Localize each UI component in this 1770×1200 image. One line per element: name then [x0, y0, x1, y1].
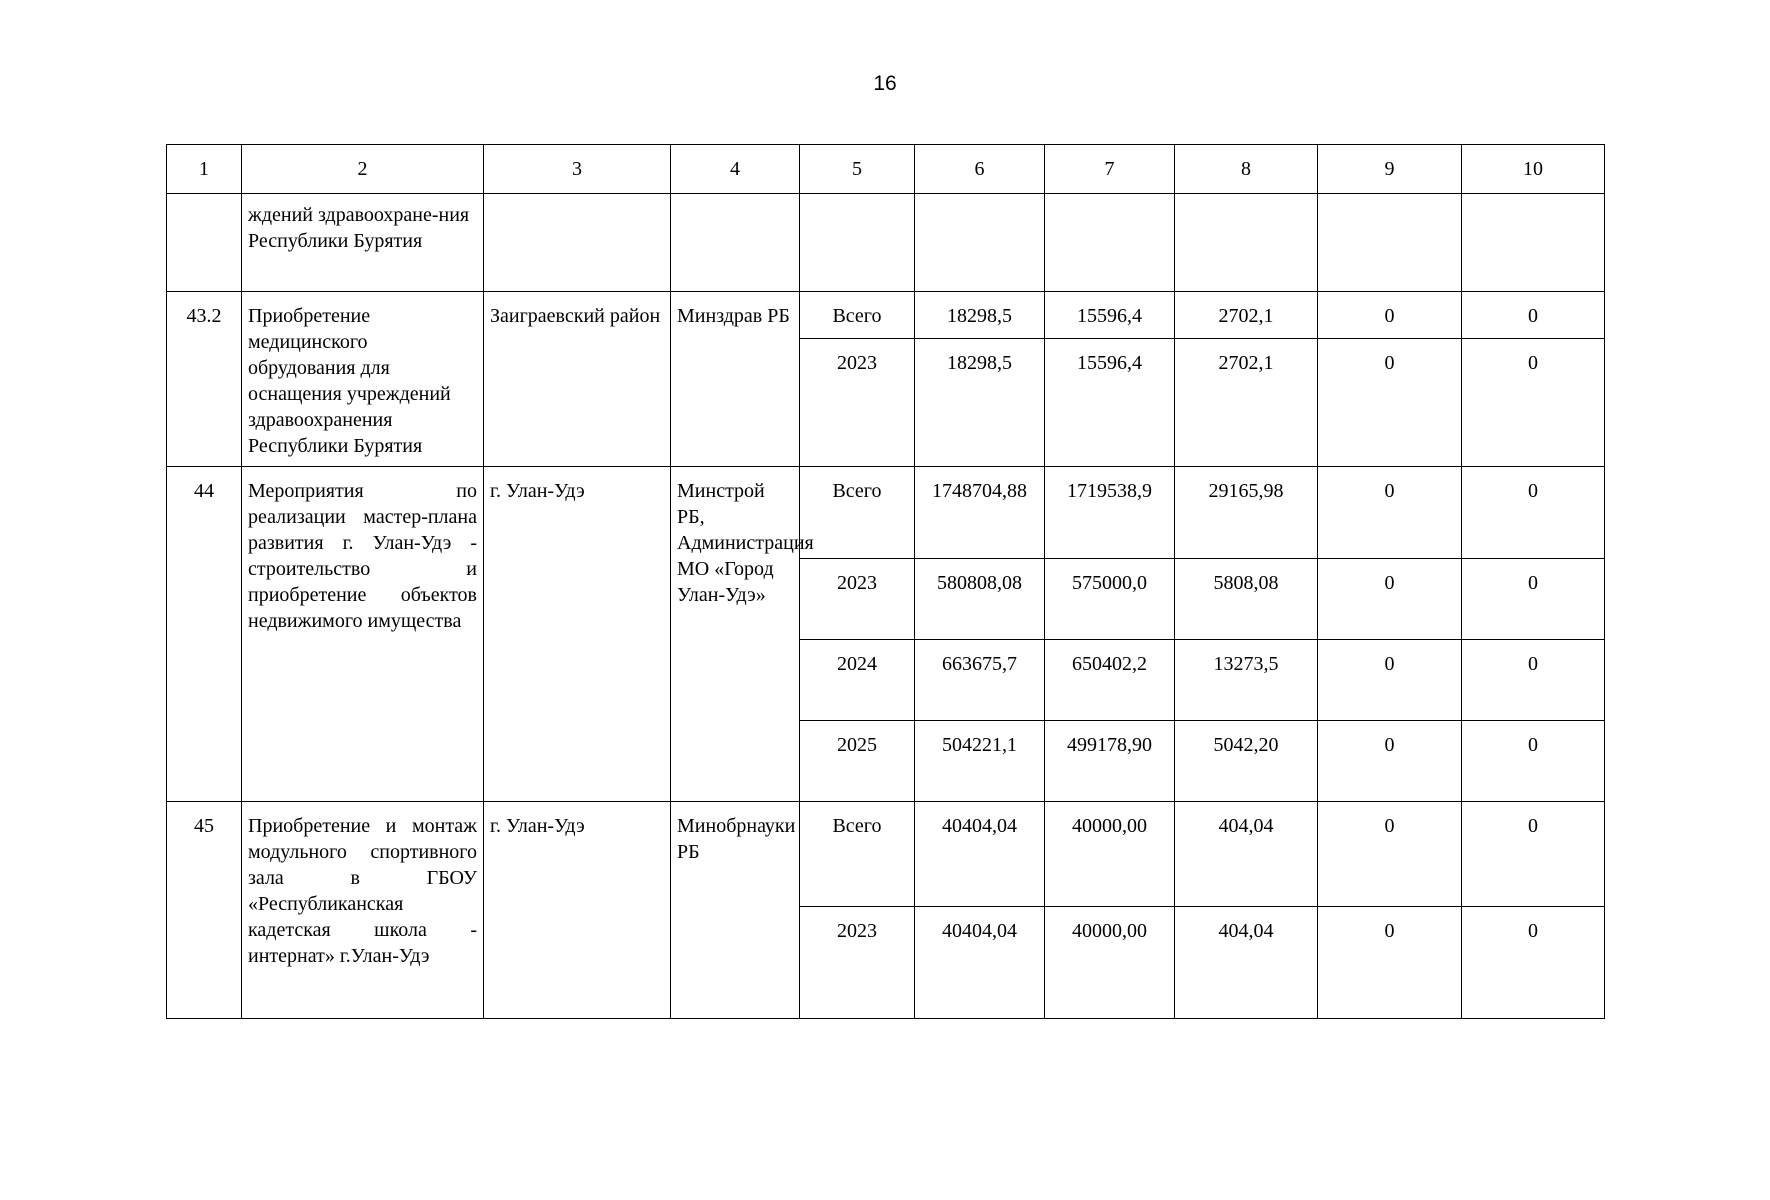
column-header-4: 4 — [671, 145, 800, 194]
col8-cell: 2702,1 — [1175, 339, 1318, 467]
total-cell: 504221,1 — [915, 721, 1045, 802]
table-row — [167, 802, 1605, 907]
col7-cell: 15596,4 — [1045, 339, 1175, 467]
total-cell: 18298,5 — [915, 339, 1045, 467]
table-row — [167, 292, 1605, 339]
period-cell: Всего — [800, 467, 915, 559]
column-header-1: 1 — [167, 145, 242, 194]
item-name: Приобретение медицинского обрудования для оснащения учреждений здравоохранения Республики Бурятия — [242, 292, 484, 467]
col7-cell: 1719538,9 — [1045, 467, 1175, 559]
item-number: 44 — [167, 467, 242, 802]
col10-cell: 0 — [1462, 292, 1605, 339]
col7-cell: 650402,2 — [1045, 640, 1175, 721]
col9-cell: 0 — [1318, 640, 1462, 721]
column-header-5: 5 — [800, 145, 915, 194]
col10-cell: 0 — [1462, 721, 1605, 802]
period-cell: Всего — [800, 292, 915, 339]
column-header-6: 6 — [915, 145, 1045, 194]
period-cell: 2024 — [800, 640, 915, 721]
page-number: 16 — [873, 72, 897, 95]
header-row — [167, 145, 1605, 194]
period-cell: 2025 — [800, 721, 915, 802]
item-number: 45 — [167, 802, 242, 1019]
item-territory: г. Улан-Удэ — [484, 467, 671, 802]
item-territory: г. Улан-Удэ — [484, 802, 671, 1019]
total-cell: 1748704,88 — [915, 467, 1045, 559]
col9-cell: 0 — [1318, 339, 1462, 467]
col10-cell: 0 — [1462, 802, 1605, 907]
col7-cell: 40000,00 — [1045, 907, 1175, 1019]
total-cell: 40404,04 — [915, 907, 1045, 1019]
item-executor: Минстрой РБ, Администрация МО «Город Улан-Удэ» — [671, 467, 800, 802]
column-header-10: 10 — [1462, 145, 1605, 194]
total-cell: 663675,7 — [915, 640, 1045, 721]
col8-cell: 404,04 — [1175, 802, 1318, 907]
item-territory: Заиграевский район — [484, 292, 671, 467]
col9-cell: 0 — [1318, 292, 1462, 339]
col10-cell: 0 — [1462, 640, 1605, 721]
item-number — [167, 194, 242, 292]
col9-cell: 0 — [1318, 559, 1462, 640]
col10-cell: 0 — [1462, 907, 1605, 1019]
column-header-8: 8 — [1175, 145, 1318, 194]
col7-cell: 40000,00 — [1045, 802, 1175, 907]
col10-cell: 0 — [1462, 467, 1605, 559]
item-executor: Минздрав РБ — [671, 292, 800, 467]
col9-cell: 0 — [1318, 802, 1462, 907]
column-header-2: 2 — [242, 145, 484, 194]
col9-cell: 0 — [1318, 467, 1462, 559]
col10-cell: 0 — [1462, 559, 1605, 640]
item-number: 43.2 — [167, 292, 242, 467]
item-name: ждений здравоохране-ния Республики Бурятия — [242, 194, 484, 292]
col10-cell: 0 — [1462, 339, 1605, 467]
col7-cell: 15596,4 — [1045, 292, 1175, 339]
total-cell: 40404,04 — [915, 802, 1045, 907]
program-table — [166, 144, 1605, 1019]
col8-cell: 2702,1 — [1175, 292, 1318, 339]
item-name: Приобретение и монтаж модульного спортивного зала в ГБОУ «Республиканская кадетская школа - интернат» г.Улан-Удэ — [242, 802, 484, 1019]
col8-cell: 5042,20 — [1175, 721, 1318, 802]
col9-cell: 0 — [1318, 721, 1462, 802]
col7-cell: 499178,90 — [1045, 721, 1175, 802]
total-cell: 580808,08 — [915, 559, 1045, 640]
period-cell: 2023 — [800, 339, 915, 467]
column-header-9: 9 — [1318, 145, 1462, 194]
column-header-3: 3 — [484, 145, 671, 194]
table-row — [167, 467, 1605, 559]
period-cell: 2023 — [800, 907, 915, 1019]
col8-cell: 13273,5 — [1175, 640, 1318, 721]
column-header-7: 7 — [1045, 145, 1175, 194]
col8-cell: 5808,08 — [1175, 559, 1318, 640]
col9-cell: 0 — [1318, 907, 1462, 1019]
period-cell: 2023 — [800, 559, 915, 640]
continuation-row — [167, 194, 1605, 292]
col8-cell: 29165,98 — [1175, 467, 1318, 559]
item-executor: Минобрнауки РБ — [671, 802, 800, 1019]
col8-cell: 404,04 — [1175, 907, 1318, 1019]
period-cell: Всего — [800, 802, 915, 907]
col7-cell: 575000,0 — [1045, 559, 1175, 640]
item-name: Мероприятия по реализации мастер-плана развития г. Улан-Удэ - строительство и приобретение объектов недвижимого имущества — [242, 467, 484, 802]
total-cell: 18298,5 — [915, 292, 1045, 339]
